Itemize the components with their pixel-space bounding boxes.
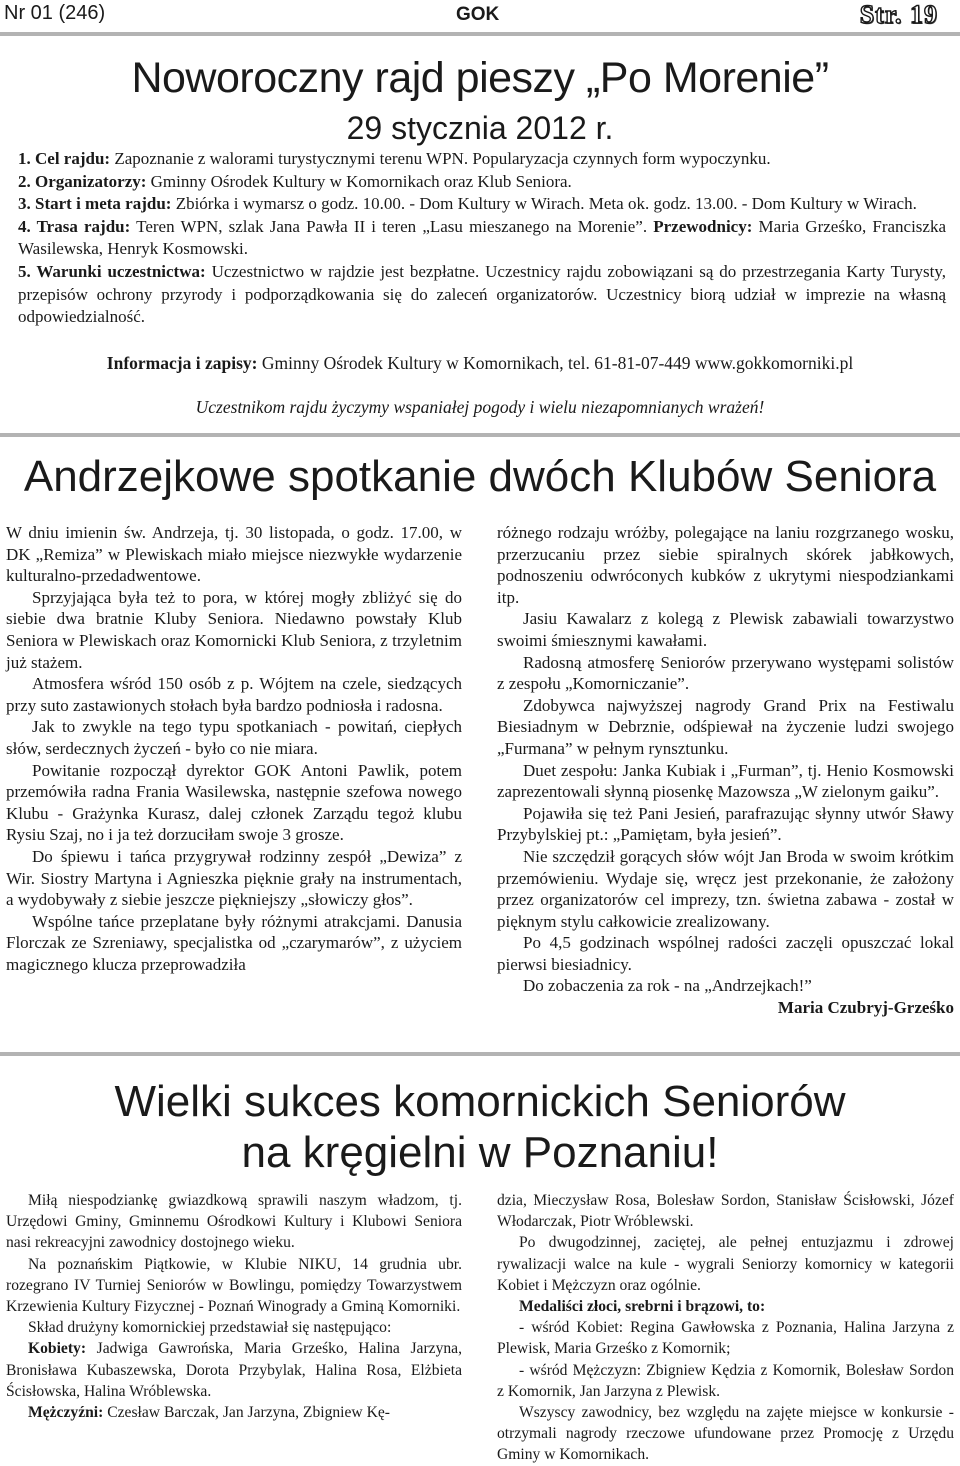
- paragraph: Do śpiewu i tańca przygrywał rodzinny zespół „Dewiza” z Wir. Siostry Martyna i Agnieszka pięknie grały na instrumentach, a wydobywały z siebie jeszcze piękniejszy „słowiczy głos”.: [6, 846, 462, 910]
- paragraph: - wśród Mężczyzn: Zbigniew Kędzia z Komornik, Bolesław Sordon z Komornik, Jan Jarzyna z Plewisk.: [497, 1361, 954, 1400]
- paragraph: Pojawiła się też Pani Jesień, parafrazując słynny utwór Sławy Przybylskiej pt.: „Pamiętam, była jesień”.: [497, 803, 954, 845]
- paragraph: Wszyscy zawodnicy, bez względu na zajęte miejsce w konkursie - otrzymali nagrody rzeczowe ufundowane przez Promocję z Urzędu Gminy w Komornikach.: [497, 1404, 954, 1464]
- rule-label: 5. Warunki uczestnictwa:: [18, 261, 206, 281]
- rule-text: Zbiórka i wymarsz o godz. 10.00. - Dom Kultury w Wirach. Meta ok. godz. 13.00. - Dom Kultury w Wirach.: [171, 194, 917, 214]
- article3-left-column: [6, 1190, 462, 1423]
- paragraph: Radosną atmosferę Seniorów przerywano występami solistów z zespołu „Komorniczanie”.: [497, 652, 954, 694]
- article2-title: Andrzejkowe spotkanie dwóch Klubów Seniora: [23, 452, 937, 501]
- men-team: [6, 1402, 462, 1423]
- article3-title-line-2: na kręgielni w Poznaniu!: [241, 1128, 719, 1177]
- article1-title: Noworoczny rajd pieszy „Po Morenie”: [131, 54, 829, 102]
- paragraph: Skład drużyny komornickiej przedstawiał się następująco:: [28, 1319, 392, 1337]
- paragraph: Atmosfera wśród 150 osób z p. Wójtem na czele, siedzących przy suto zastawionych stołach była bardzo podniosła i radosna.: [6, 674, 462, 715]
- paragraph: różnego rodzaju wróżby, polegające na laniu rozgrzanego wosku, przerzucaniu przez siebie spiralnych skórek jabłkowych, podnoszeniu odwróconych kubków z ukrytymi niespodziankami itp.: [497, 523, 954, 607]
- article1-date: 29 stycznia 2012 r.: [346, 110, 614, 146]
- men-label: Mężczyźni:: [28, 1404, 104, 1422]
- paragraph: Po 4,5 godzinach wspólnej radości zaczęli opuszczać lokal pierwsi biesiadnicy.: [497, 933, 954, 974]
- article3-title-line-1: Wielki sukces komornickich Seniorów: [114, 1077, 846, 1126]
- paragraph: Zdobywca najwyższej nagrody Grand Prix na Festiwalu Biesiadnym w Debrznie, odśpiewał na życzenie ludzi swojego „Furmana” w pełnym rynsztunku.: [497, 695, 954, 758]
- men-names: Czesław Barczak, Jan Jarzyna, Zbigniew Kę-: [103, 1404, 390, 1422]
- rule-text: Teren WPN, szlak Jana Pawła II i teren „Lasu mieszanego na Morenie”.: [130, 216, 654, 236]
- paragraph: Jak to zwykle na tego typu spotkaniach - powitań, ciepłych słów, serdecznych życzeń - było co nie miara.: [6, 717, 462, 758]
- header-rule: [0, 32, 960, 36]
- rule-text: Uczestnictwo w rajdzie jest bezpłatne. Uczestnicy rajdu zobowiązani są do przestrzegania Karty Turysty, przepisów ochrony przyrody i podporządkowania się do zaleceń organizatorów. Uczestnicy biorą udział w imprezie na własną odpowiedzialność.: [18, 261, 947, 327]
- paragraph: - wśród Kobiet: Regina Gawłowska z Poznania, Halina Jarzyna z Plewisk, Maria Grześko z Komornik;: [497, 1319, 954, 1358]
- guides-text: Maria Grześko, Franciszka Wasilewska, Henryk Kosmowski.: [18, 216, 946, 259]
- rally-rule-4: [18, 216, 946, 261]
- info-text: Gminny Ośrodek Kultury w Komornikach, tel. 61-81-07-449 www.gokkomorniki.pl: [257, 353, 854, 373]
- guides-label: Przewodnicy:: [653, 216, 753, 236]
- rally-wishes: Uczestnikom rajdu życzymy wspaniałej pogody i wielu niezapomnianych wrażeń!: [195, 397, 765, 417]
- page-number: Str. 19: [859, 0, 938, 29]
- paragraph: Na poznańskim Piątkowie, w Klubie NIKU, 14 grudnia ubr. rozegrano IV Turniej Seniorów w Bowlingu, pomiędzy Towarzystwem Krzewienia Kultury Fizycznej - Poznań Winogrady a Gminą Komorniki.: [6, 1255, 462, 1316]
- rule-text: Zapoznanie z walorami turystycznymi terenu WPN. Popularyzacja czynnych form wypoczynku.: [110, 149, 771, 168]
- rally-rule-3: [18, 193, 946, 216]
- rally-rule-5: [18, 261, 946, 329]
- section-name: GOK: [456, 4, 500, 25]
- rally-rules-list: [18, 148, 946, 329]
- registration-info: [0, 353, 960, 374]
- article2-right-column: [497, 522, 954, 1019]
- women-names: Jadwiga Gawrońska, Maria Grześko, Halina Jarzyna, Bronisława Kubaszewska, Dorota Przybylak, Halina Rosa, Elżbieta Ścisłowska, Halina Wróblewska.: [6, 1340, 462, 1400]
- issue-number: Nr 01 (246): [4, 2, 106, 24]
- section-rule-1: [0, 433, 960, 437]
- rule-label: 4. Trasa rajdu:: [18, 216, 131, 236]
- paragraph: Do zobaczenia za rok - na „Andrzejkach!”: [523, 976, 812, 996]
- medalists-label: Medaliści złoci, srebrni i brązowi, to:: [519, 1298, 766, 1316]
- rule-text: Gminny Ośrodek Kultury w Komornikach oraz Klub Seniora.: [146, 171, 572, 191]
- article3-title: [0, 1076, 960, 1178]
- paragraph: Sprzyjająca była też to pora, w której mogły zbliżyć się do siebie dwa bratnie Kluby Seniora. Niedawno powstały Klub Seniora w Plewiskach oraz Komornicki Klub Seniora, z trzyletnim już stażem.: [6, 587, 462, 672]
- article2-left-column: [6, 522, 462, 975]
- rule-label: 1. Cel rajdu:: [18, 149, 111, 168]
- info-label: Informacja i zapisy:: [106, 353, 258, 373]
- rally-rule-1: [18, 148, 946, 171]
- rule-label: 2. Organizatorzy:: [18, 171, 147, 191]
- paragraph: Duet zespołu: Janka Kubiak i „Furman”, tj. Henio Kosmowski zaprezentowali słynną piosenkę Mazowsza „W zielonym gaiku”.: [497, 760, 954, 802]
- rally-rule-2: [18, 171, 946, 194]
- paragraph: Miłą niespodziankę gwiazdkową sprawili naszym władzom, tj. Urzędowi Gminy, Gminnemu Ośrodkowi Kultury i Klubowi Seniora nasi rekreacyjni zawodnicy dostojnego wieku.: [6, 1192, 462, 1252]
- paragraph: dzia, Mieczysław Rosa, Bolesław Sordon, Stanisław Ścisłowski, Józef Włodarczak, Piotr Wróblewski.: [497, 1192, 954, 1231]
- paragraph: Powitanie rozpoczął dyrektor GOK Antoni Pawlik, potem przemówiła radna Frania Wasilewska, następnie szefowa nowego Klubu - Grażynka Kurasz, dalej członek Zarządu tegoż klubu Rysiu Szaj, no i ja też dorzuciłam swoje 3 grosze.: [6, 760, 462, 845]
- paragraph: W dniu imienin św. Andrzeja, tj. 30 listopada, o godz. 17.00, w DK „Remiza” w Plewiskach miało miejsce niezwykłe wydarzenie kulturalno-przedadwentowe.: [6, 523, 462, 586]
- paragraph: Wspólne tańce przeplatane były różnymi atrakcjami. Danusia Florczak ze Szreniawy, specjalistka od „czarymarów”, z użyciem magicznego klucza przeprowadziła: [6, 911, 462, 974]
- section-rule-2: [0, 1052, 960, 1056]
- women-team: [6, 1338, 462, 1402]
- article3-right-column: [497, 1190, 954, 1466]
- paragraph: Nie szczędził gorących słów wójt Jan Broda w swoim krótkim przemówieniu. Wydaje się, wręcz jest przekonanie, że założony przez organizatorów cel imprezy, tzn. świetna zabawa - został w pięknym stylu całkowicie zrealizowany.: [497, 846, 954, 931]
- author-signature: Maria Czubryj-Grześko: [777, 998, 954, 1018]
- paragraph: Jasiu Kawalarz z kolegą z Plewisk zabawiali towarzystwo swoimi śmiesznymi kawałami.: [497, 609, 954, 650]
- paragraph: Po dwugodzinnej, zaciętej, ale pełnej entuzjazmu i zdrowej rywalizacji walce na kule - wygrali Seniorzy komornicy w kategorii Kobiet i Mężczyzn oraz ogólnie.: [497, 1234, 954, 1294]
- rule-label: 3. Start i meta rajdu:: [18, 194, 172, 214]
- women-label: Kobiety:: [28, 1340, 87, 1358]
- medalists-heading: [497, 1296, 954, 1317]
